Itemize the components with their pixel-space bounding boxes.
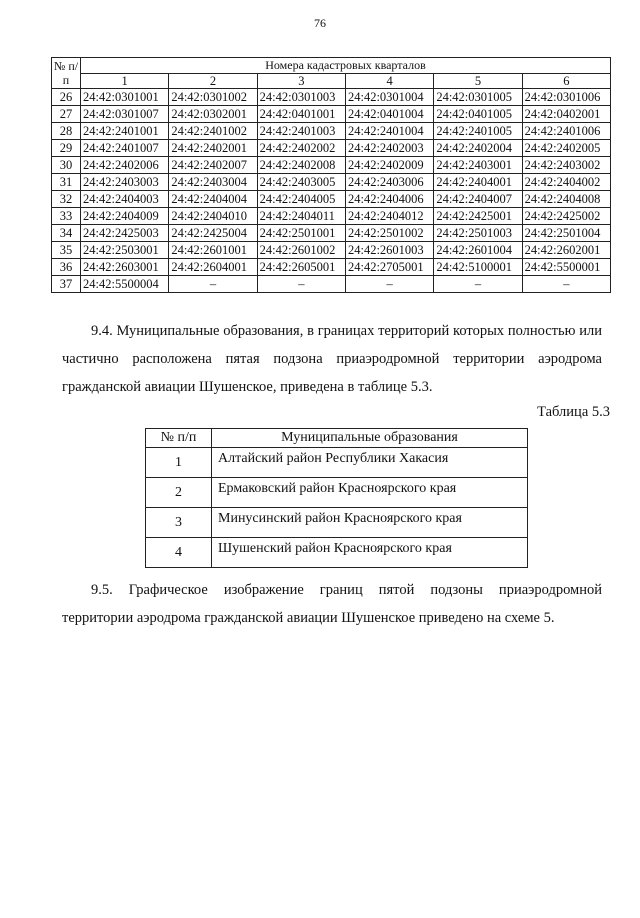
row-number: 28 — [52, 123, 81, 140]
table-row — [52, 174, 611, 191]
cadastral-cell: 24:42:2404002 — [522, 174, 610, 191]
paragraph-9-4: 9.4. Муниципальные образования, в границах территорий которых полностью или частично расположена пятая подзона приаэродромной территории аэродрома гражданской авиации Шушенское, приведена в таблице 5.3. — [62, 323, 602, 395]
column-number: 6 — [522, 74, 610, 89]
row-number: 30 — [52, 157, 81, 174]
cadastral-cell: 24:42:0402001 — [522, 106, 610, 123]
row-number: 33 — [52, 208, 81, 225]
cadastral-cell: 24:42:5500001 — [522, 259, 610, 276]
cadastral-cell: 24:42:2403004 — [169, 174, 257, 191]
row-number: 35 — [52, 242, 81, 259]
row-number: 36 — [52, 259, 81, 276]
cadastral-cell: 24:42:0301004 — [345, 89, 433, 106]
cadastral-cell: 24:42:2404007 — [434, 191, 522, 208]
cadastral-cell: 24:42:2402008 — [257, 157, 345, 174]
row-number: 26 — [52, 89, 81, 106]
cadastral-cell: 24:42:2403003 — [81, 174, 169, 191]
cadastral-cell: 24:42:2602001 — [522, 242, 610, 259]
row-number: 1 — [146, 448, 212, 478]
cadastral-cell: 24:42:0302001 — [169, 106, 257, 123]
cadastral-cell: 24:42:0401005 — [434, 106, 522, 123]
row-number: 2 — [146, 478, 212, 508]
cadastral-cell: 24:42:2501003 — [434, 225, 522, 242]
row-number: 4 — [146, 538, 212, 568]
cadastral-cell: 24:42:2404012 — [345, 208, 433, 225]
cadastral-cell: 24:42:2601004 — [434, 242, 522, 259]
cadastral-cell: 24:42:2402007 — [169, 157, 257, 174]
cadastral-cell: 24:42:2403001 — [434, 157, 522, 174]
header-no-label: № п/п — [53, 59, 79, 87]
table-row — [146, 448, 528, 478]
cadastral-cell: 24:42:2401004 — [345, 123, 433, 140]
table-row — [52, 140, 611, 157]
row-number: 27 — [52, 106, 81, 123]
cadastral-cell: 24:42:0301005 — [434, 89, 522, 106]
cadastral-cell: 24:42:0401004 — [345, 106, 433, 123]
cadastral-cell: 24:42:2425004 — [169, 225, 257, 242]
row-number: 34 — [52, 225, 81, 242]
cadastral-cell: 24:42:2501002 — [345, 225, 433, 242]
table-caption: Таблица 5.3 — [537, 404, 610, 420]
table-row — [52, 276, 611, 293]
cadastral-cell: – — [169, 276, 257, 293]
cadastral-cell: 24:42:5500004 — [81, 276, 169, 293]
municipality-name: Минусинский район Красноярского края — [212, 508, 528, 538]
cadastral-cell: 24:42:5100001 — [434, 259, 522, 276]
cadastral-cell: 24:42:2404003 — [81, 191, 169, 208]
municipalities-table — [145, 428, 528, 568]
cadastral-cell: 24:42:0301001 — [81, 89, 169, 106]
cadastral-cell: – — [345, 276, 433, 293]
column-number: 4 — [345, 74, 433, 89]
cadastral-cell: 24:42:2601001 — [169, 242, 257, 259]
cadastral-cell: 24:42:2403006 — [345, 174, 433, 191]
cadastral-cell: 24:42:2402004 — [434, 140, 522, 157]
cadastral-cell: 24:42:2401007 — [81, 140, 169, 157]
municipality-name: Ермаковский район Красноярского края — [212, 478, 528, 508]
cadastral-cell: – — [257, 276, 345, 293]
table-row — [52, 242, 611, 259]
table-row — [52, 89, 611, 106]
table-header-row — [52, 58, 611, 74]
cadastral-cell: 24:42:2403002 — [522, 157, 610, 174]
cadastral-cell: 24:42:0401001 — [257, 106, 345, 123]
table-row — [52, 225, 611, 242]
cadastral-cell: 24:42:2401003 — [257, 123, 345, 140]
column-number: 1 — [81, 74, 169, 89]
cadastral-cell: 24:42:2401005 — [434, 123, 522, 140]
cadastral-cell: 24:42:2425002 — [522, 208, 610, 225]
cadastral-cell: 24:42:2404008 — [522, 191, 610, 208]
table-row — [52, 191, 611, 208]
cadastral-cell: 24:42:0301007 — [81, 106, 169, 123]
row-number: 29 — [52, 140, 81, 157]
cadastral-cell: 24:42:2604001 — [169, 259, 257, 276]
table-row — [146, 508, 528, 538]
cadastral-cell: 24:42:2404001 — [434, 174, 522, 191]
cadastral-cell: 24:42:2404004 — [169, 191, 257, 208]
cadastral-cell: 24:42:2425001 — [434, 208, 522, 225]
cadastral-cell: 24:42:2425003 — [81, 225, 169, 242]
cadastral-cell: 24:42:0301002 — [169, 89, 257, 106]
table-row — [52, 123, 611, 140]
municipality-name: Шушенский район Красноярского края — [212, 538, 528, 568]
cadastral-cell: 24:42:2705001 — [345, 259, 433, 276]
cadastral-cell: 24:42:2404005 — [257, 191, 345, 208]
row-number: 31 — [52, 174, 81, 191]
header-no: № п/п — [146, 429, 212, 448]
municipality-name: Алтайский район Республики Хакасия — [212, 448, 528, 478]
cadastral-cell: 24:42:2501001 — [257, 225, 345, 242]
table-row — [52, 208, 611, 225]
cadastral-cell: 24:42:2605001 — [257, 259, 345, 276]
header-group: Номера кадастровых кварталов — [81, 58, 611, 74]
cadastral-cell: 24:42:2603001 — [81, 259, 169, 276]
cadastral-cell: 24:42:2404010 — [169, 208, 257, 225]
paragraph-9-5: 9.5. Графическое изображение границ пятой подзоны приаэродромной территории аэродрома гражданской авиации Шушенское приведено на схеме 5. — [62, 582, 602, 626]
cadastral-cell: 24:42:0301003 — [257, 89, 345, 106]
column-number: 5 — [434, 74, 522, 89]
cadastral-cell: 24:42:2404009 — [81, 208, 169, 225]
column-number-row — [52, 74, 611, 89]
cadastral-cell: 24:42:2503001 — [81, 242, 169, 259]
table-row — [146, 538, 528, 568]
column-number: 2 — [169, 74, 257, 89]
cadastral-cell: 24:42:2402009 — [345, 157, 433, 174]
cadastral-cell: 24:42:2401002 — [169, 123, 257, 140]
column-number: 3 — [257, 74, 345, 89]
cadastral-cell: 24:42:2402005 — [522, 140, 610, 157]
cadastral-cell: 24:42:2402001 — [169, 140, 257, 157]
row-number: 3 — [146, 508, 212, 538]
cadastral-cell: 24:42:2401001 — [81, 123, 169, 140]
cadastral-cell: 24:42:2401006 — [522, 123, 610, 140]
cadastral-cell: 24:42:2403005 — [257, 174, 345, 191]
table-row — [146, 478, 528, 508]
cadastral-cell: 24:42:2404006 — [345, 191, 433, 208]
cadastral-cell: 24:42:2601003 — [345, 242, 433, 259]
header-no — [52, 58, 81, 89]
row-number: 32 — [52, 191, 81, 208]
row-number: 37 — [52, 276, 81, 293]
cadastral-cell: – — [434, 276, 522, 293]
cadastral-cell: 24:42:2601002 — [257, 242, 345, 259]
cadastral-cell: – — [522, 276, 610, 293]
cadastral-quarters-table — [51, 57, 611, 293]
table-row — [52, 157, 611, 174]
cadastral-cell: 24:42:2402002 — [257, 140, 345, 157]
table-row — [52, 259, 611, 276]
cadastral-cell: 24:42:2402006 — [81, 157, 169, 174]
cadastral-cell: 24:42:0301006 — [522, 89, 610, 106]
cadastral-cell: 24:42:2501004 — [522, 225, 610, 242]
header-name: Муниципальные образования — [212, 429, 528, 448]
cadastral-cell: 24:42:2404011 — [257, 208, 345, 225]
table-header-row — [146, 429, 528, 448]
page-number: 76 — [314, 16, 326, 30]
table-row — [52, 106, 611, 123]
cadastral-cell: 24:42:2402003 — [345, 140, 433, 157]
